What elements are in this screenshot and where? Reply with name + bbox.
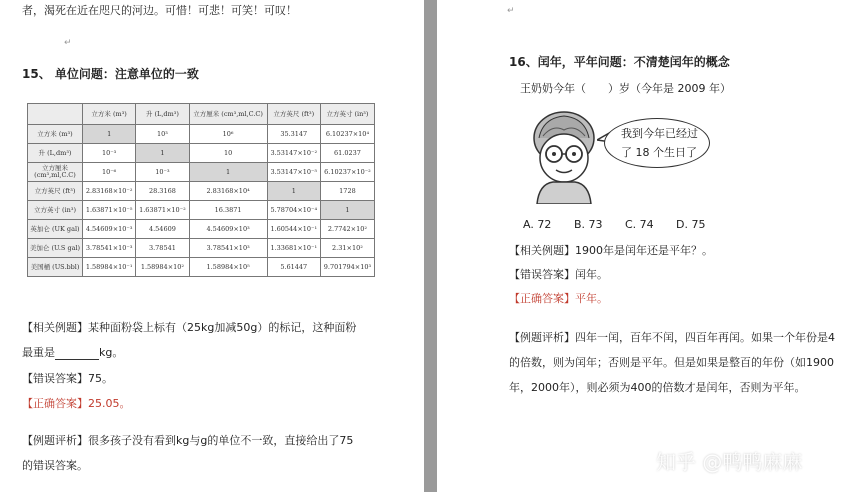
table-row-header: 立方厘米 (cm³,ml,C.C) (28, 163, 83, 182)
table-cell: 28.3168 (136, 182, 189, 201)
wrong-label: 【错误答案】 (22, 372, 88, 385)
table-cell: 61.0237 (320, 144, 374, 163)
option-c: C. 74 (625, 218, 654, 231)
table-cell: 6.10237×10⁻² (320, 163, 374, 182)
table-row (28, 258, 375, 277)
correct-value: 25.05。 (88, 397, 131, 410)
table-row (28, 220, 375, 239)
table-header-cell (28, 104, 83, 125)
paragraph-mark: ↵ (64, 38, 72, 48)
grandma-illustration-icon (523, 108, 605, 204)
table-cell: 9.701794×10³ (320, 258, 374, 277)
analysis-line-1 (22, 434, 353, 448)
page-gap (424, 0, 437, 492)
table-cell: 3.53147×10⁻⁵ (267, 163, 320, 182)
table-cell: 1728 (320, 182, 374, 201)
example-line (509, 244, 713, 258)
table-cell: 1 (267, 182, 320, 201)
option-d: D. 75 (676, 218, 706, 231)
table-cell: 10 (189, 144, 267, 163)
wrong-answer-line (22, 372, 113, 386)
wrong-value: 闰年。 (575, 268, 608, 281)
analysis-label: 【例题评析】 (509, 331, 575, 344)
table-row (28, 239, 375, 258)
table-row-header: 立方英寸 (in³) (28, 201, 83, 220)
table-cell: 10⁶ (189, 125, 267, 144)
analysis-line-3: 年，2000年），则必须为400的倍数才是闰年，否则为平年。 (509, 381, 806, 394)
table-cell: 10⁻⁶ (83, 163, 136, 182)
table-row-header: 英加仑 (UK gal) (28, 220, 83, 239)
answer-blank (55, 349, 99, 360)
table-cell: 2.83168×10⁻² (83, 182, 136, 201)
table-cell: 3.53147×10⁻² (267, 144, 320, 163)
table-row-header: 升 (L,dm³) (28, 144, 83, 163)
table-cell: 1.58984×10² (136, 258, 189, 277)
table-header-cell: 立方英寸 (in³) (320, 104, 374, 125)
table-cell: 1 (83, 125, 136, 144)
table-cell: 1 (136, 144, 189, 163)
table-cell: 2.7742×10² (320, 220, 374, 239)
table-row (28, 163, 375, 182)
analysis-text-1: 四年一闰，百年不闰，四百年再闰。如果一个年份是4 (575, 331, 835, 344)
table-cell: 2.83168×10⁴ (189, 182, 267, 201)
top-line-text: 者，渴死在近在咫尺的河边。可惜！可悲！可笑！可叹！ (22, 4, 297, 17)
table-cell: 1.58984×10⁻¹ (83, 258, 136, 277)
table-cell: 10⁻³ (83, 144, 136, 163)
example-line-2 (22, 346, 123, 360)
table-header-cell: 立方英尺 (ft³) (267, 104, 320, 125)
table-cell: 3.78541×10⁻³ (83, 239, 136, 258)
table-header-cell: 立方厘米 (cm³,ml,C.C) (189, 104, 267, 125)
table-cell: 1.58984×10⁵ (189, 258, 267, 277)
table-row-header: 立方米 (m³) (28, 125, 83, 144)
example-text: 某种面粉袋上标有（25kg加减50g）的标记，这种面粉 (88, 321, 357, 334)
table-header-cell: 升 (L,dm³) (136, 104, 189, 125)
bubble-line-1: 我到今年已经过 (621, 127, 698, 140)
wrong-value: 75。 (88, 372, 113, 385)
table-cell: 35.3147 (267, 125, 320, 144)
analysis-line-2: 的错误答案。 (22, 459, 88, 472)
analysis-label: 【例题评析】 (22, 434, 88, 447)
correct-label: 【正确答案】 (509, 292, 575, 305)
correct-label: 【正确答案】 (22, 397, 88, 410)
table-cell: 5.61447 (267, 258, 320, 277)
option-b: B. 73 (574, 218, 603, 231)
option-a: A. 72 (523, 218, 552, 231)
table-row (28, 144, 375, 163)
table-cell: 5.78704×10⁻⁴ (267, 201, 320, 220)
table-cell: 4.54609×10³ (189, 220, 267, 239)
unit-conversion-table (27, 103, 375, 277)
table-cell: 1.63871×10⁻² (136, 201, 189, 220)
example-line-1 (22, 321, 356, 335)
table-cell: 1.60544×10⁻¹ (267, 220, 320, 239)
table-header-row (28, 104, 375, 125)
table-cell: 6.10237×10⁴ (320, 125, 374, 144)
example-text-2: 最重是 (22, 346, 55, 359)
bubble-line-2: 了 18 个生日了 (621, 146, 697, 159)
paragraph-mark: ↵ (507, 6, 515, 16)
table-cell: 1.63871×10⁻⁵ (83, 201, 136, 220)
table-cell: 4.54609×10⁻³ (83, 220, 136, 239)
table-cell: 1 (189, 163, 267, 182)
q16-heading: 16、闰年，平年问题：不清楚闰年的概念 (509, 55, 730, 69)
analysis-text: 很多孩子没有看到kg与g的单位不一致，直接给出了75 (88, 434, 354, 447)
table-cell: 1 (320, 201, 374, 220)
table-cell: 16.3871 (189, 201, 267, 220)
table-cell: 4.54609 (136, 220, 189, 239)
table-row-header: 美国桶 (US.bbl) (28, 258, 83, 277)
example-label: 【相关例题】 (509, 244, 575, 257)
table-header-cell: 立方米 (m³) (83, 104, 136, 125)
table-row (28, 201, 375, 220)
table-row-header: 美加仑 (U.S gal) (28, 239, 83, 258)
table-cell: 10⁻³ (136, 163, 189, 182)
table-cell: 1.33681×10⁻¹ (267, 239, 320, 258)
correct-value: 平年。 (575, 292, 608, 305)
document-page-left (0, 0, 424, 492)
analysis-line-1 (509, 331, 835, 345)
correct-answer-line (22, 397, 131, 411)
table-cell: 3.78541×10³ (189, 239, 267, 258)
example-text: 1900年是闰年还是平年？。 (575, 244, 713, 257)
document-page-right (437, 0, 861, 492)
table-row (28, 182, 375, 201)
table-cell: 3.78541 (136, 239, 189, 258)
example-unit: kg。 (99, 346, 124, 359)
wrong-label: 【错误答案】 (509, 268, 575, 281)
table-cell: 2.31×10² (320, 239, 374, 258)
q15-heading: 15、 单位问题：注意单位的一致 (22, 67, 199, 81)
example-label: 【相关例题】 (22, 321, 88, 334)
question-text: 王奶奶今年（ ）岁（今年是 2009 年） (520, 82, 731, 95)
wrong-answer-line (509, 268, 608, 282)
table-row-header: 立方英尺 (ft³) (28, 182, 83, 201)
correct-answer-line (509, 292, 608, 306)
watermark-text: 知乎 @鸭鸭麻麻 (656, 450, 803, 474)
table-cell: 10³ (136, 125, 189, 144)
table-row (28, 125, 375, 144)
analysis-line-2: 的倍数，则为闰年；否则是平年。但是如果是整百的年份（如1900 (509, 356, 834, 369)
